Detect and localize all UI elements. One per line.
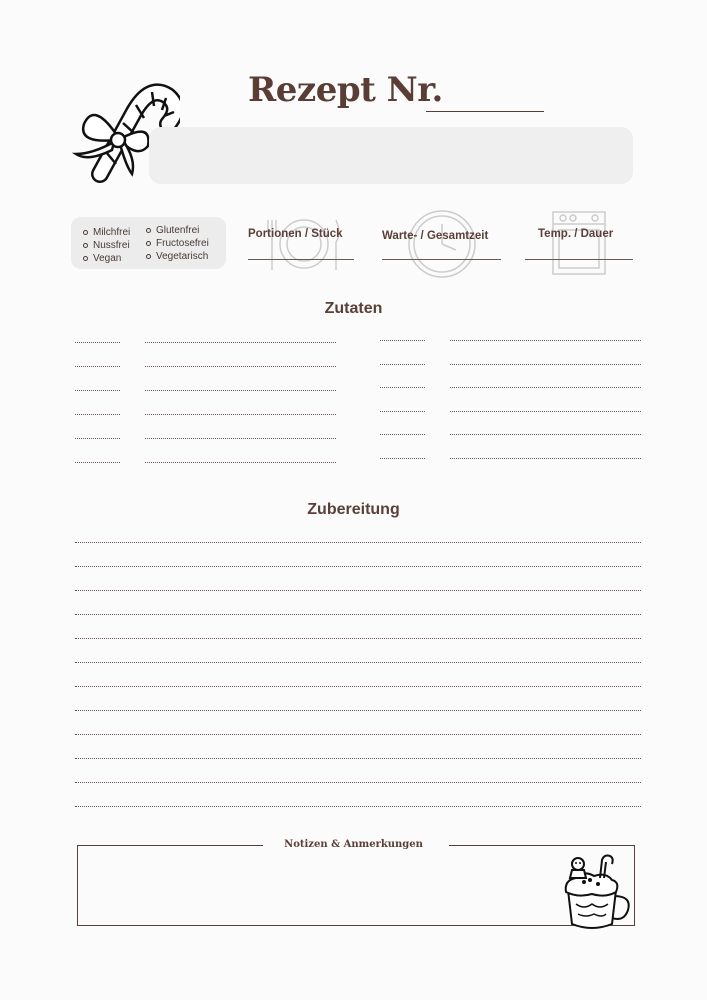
ingredient-name-line[interactable] [450, 458, 641, 459]
ingredient-amount-line[interactable] [380, 458, 425, 459]
checkbox-circle-icon[interactable] [146, 254, 151, 259]
ingredient-name-line[interactable] [450, 340, 641, 341]
ingredient-name-line[interactable] [145, 342, 336, 343]
notes-box[interactable] [77, 845, 635, 926]
recipe-name-field[interactable] [149, 127, 633, 184]
checkbox-circle-icon[interactable] [146, 241, 151, 246]
ingredient-name-line[interactable] [145, 462, 336, 463]
diet-option[interactable]: Vegan [83, 253, 130, 264]
page-title: Rezept Nr. [248, 70, 443, 110]
ingredient-amount-line[interactable] [380, 411, 425, 412]
preparation-line[interactable] [75, 590, 641, 591]
time-label: Warte- / Gesamtzeit [382, 230, 489, 242]
diet-option[interactable]: Nussfrei [83, 240, 130, 251]
checkbox-circle-icon[interactable] [83, 243, 88, 248]
diet-option[interactable]: Vegetarisch [146, 251, 209, 262]
ingredient-amount-line[interactable] [380, 340, 425, 341]
diet-option[interactable]: Fructosefrei [146, 238, 209, 249]
ingredient-amount-line[interactable] [75, 390, 120, 391]
diet-option[interactable]: Glutenfrei [146, 225, 209, 236]
ingredient-amount-line[interactable] [75, 366, 120, 367]
ingredient-name-line[interactable] [450, 411, 641, 412]
notes-heading: Notizen & Anmerkungen [284, 839, 423, 850]
time-field[interactable] [382, 259, 501, 260]
oven-icon [551, 210, 607, 276]
checkbox-circle-icon[interactable] [146, 228, 151, 233]
ingredient-amount-line[interactable] [380, 387, 425, 388]
preparation-line[interactable] [75, 638, 641, 639]
ingredient-name-line[interactable] [145, 366, 336, 367]
recipe-number-line[interactable] [426, 111, 544, 112]
preparation-line[interactable] [75, 806, 641, 807]
preparation-heading: Zubereitung [307, 501, 400, 518]
temperature-field[interactable] [525, 259, 633, 260]
portions-label: Portionen / Stück [248, 228, 343, 240]
diet-options-left [83, 227, 130, 264]
portions-field[interactable] [248, 259, 354, 260]
ingredient-name-line[interactable] [450, 387, 641, 388]
ingredient-amount-line[interactable] [75, 438, 120, 439]
clock-icon [406, 208, 478, 280]
plate-cutlery-icon [266, 214, 342, 274]
ingredient-name-line[interactable] [450, 364, 641, 365]
diet-options-right [146, 225, 209, 262]
hot-chocolate-mug-icon [556, 852, 634, 932]
preparation-line[interactable] [75, 710, 641, 711]
ingredient-name-line[interactable] [145, 414, 336, 415]
ingredient-name-line[interactable] [450, 434, 641, 435]
preparation-line[interactable] [75, 782, 641, 783]
preparation-line[interactable] [75, 542, 641, 543]
temperature-label: Temp. / Dauer [538, 228, 614, 240]
ingredient-amount-line[interactable] [380, 364, 425, 365]
preparation-line[interactable] [75, 758, 641, 759]
ingredient-name-line[interactable] [145, 438, 336, 439]
ingredient-amount-line[interactable] [75, 462, 120, 463]
ingredient-amount-line[interactable] [75, 414, 120, 415]
ingredient-amount-line[interactable] [75, 342, 120, 343]
ingredient-name-line[interactable] [145, 390, 336, 391]
preparation-line[interactable] [75, 734, 641, 735]
preparation-line[interactable] [75, 566, 641, 567]
preparation-line[interactable] [75, 614, 641, 615]
ingredients-heading: Zutaten [324, 300, 383, 317]
diet-option[interactable]: Milchfrei [83, 227, 130, 238]
checkbox-circle-icon[interactable] [83, 256, 88, 261]
ingredient-amount-line[interactable] [380, 434, 425, 435]
checkbox-circle-icon[interactable] [83, 230, 88, 235]
preparation-line[interactable] [75, 686, 641, 687]
preparation-line[interactable] [75, 662, 641, 663]
